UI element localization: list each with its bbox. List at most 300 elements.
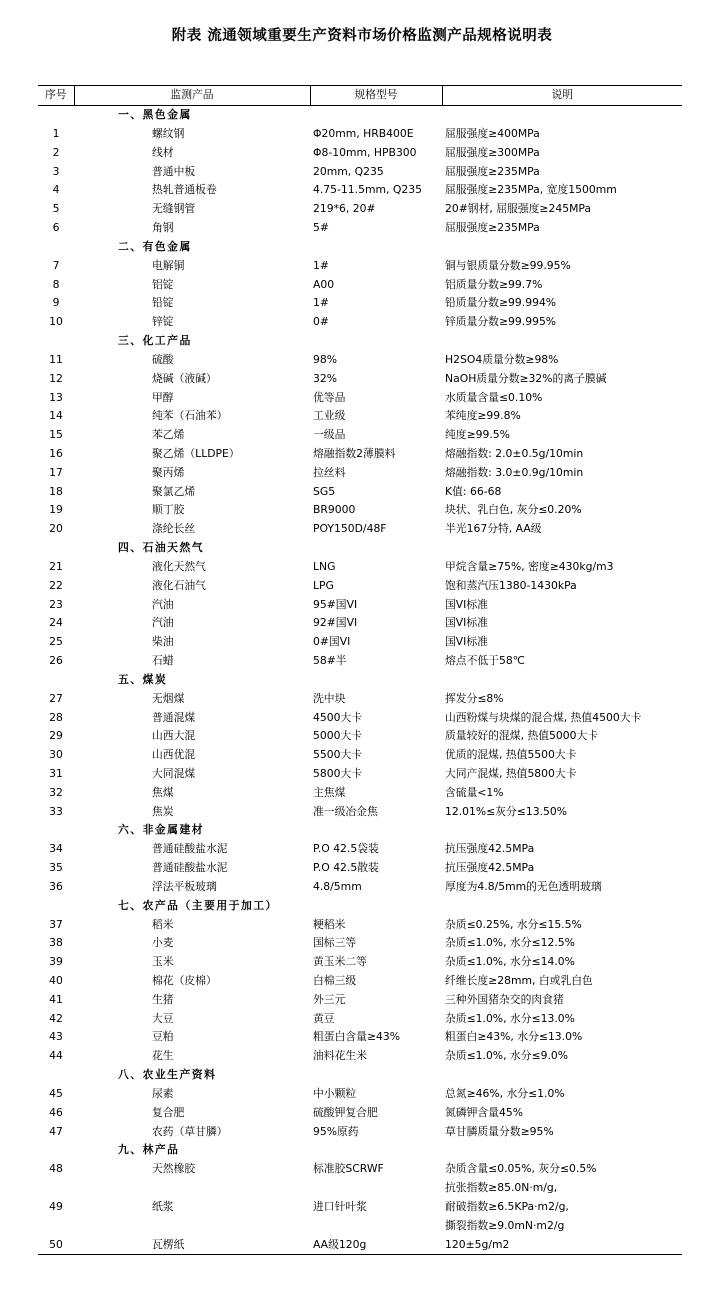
description: 屈服强度≥400MPa: [445, 127, 540, 140]
description: 粗蛋白≥43%, 水分≤13.0%: [445, 1030, 583, 1044]
description: 三种外国猪杂交的肉食猪: [445, 992, 564, 1006]
table-header: [38, 86, 682, 106]
spec-model: 黄豆: [313, 1011, 335, 1025]
description-cell: [442, 1236, 682, 1255]
spec-model: 0#: [313, 315, 329, 329]
product-name: 焦炭: [152, 804, 174, 818]
spec-model: 洗中块: [313, 691, 346, 705]
spec-model: SG5: [313, 484, 336, 498]
description-line-2: 撕裂指数≥9.0mN·m2/g: [445, 1218, 565, 1232]
product-name: 柴油: [152, 635, 174, 649]
description: 国VI标准: [445, 635, 488, 649]
description-cell: [442, 1160, 682, 1198]
product-name: 汽油: [152, 616, 174, 630]
description: 块状、乳白色, 灰分≤0.20%: [445, 503, 582, 517]
description: 杂质≤1.0%, 水分≤13.0%: [445, 1011, 575, 1025]
row-number: 6: [52, 220, 60, 234]
spec-model: 油料花生米: [313, 1049, 367, 1063]
category-name: 一、黑色金属: [118, 108, 192, 121]
table-row: [38, 690, 682, 709]
table-row: [38, 313, 682, 332]
description: 山西粉煤与块煤的混合煤, 热值4500大卡: [445, 710, 642, 724]
description-cell: [442, 257, 682, 276]
description-line-2: 抗张指数≥85.0N·m/g,: [445, 1181, 558, 1195]
table-row: [38, 200, 682, 219]
spec-model: P.O 42.5袋装: [313, 842, 379, 856]
category-row: [38, 897, 682, 916]
product-name: 生猪: [152, 992, 174, 1006]
spec-model: 白棉三级: [313, 974, 357, 988]
description-cell: [442, 163, 682, 182]
table-row: [38, 746, 682, 765]
description-cell: [442, 1123, 682, 1142]
row-number: 15: [49, 428, 63, 442]
row-number: 17: [49, 465, 63, 479]
row-number: 14: [49, 409, 63, 423]
row-number: 32: [49, 785, 63, 799]
description-cell: [442, 200, 682, 219]
table-row: [38, 953, 682, 972]
table-row: [38, 1160, 682, 1198]
description-cell: [442, 690, 682, 709]
row-number: 49: [49, 1200, 63, 1214]
product-name: 铝锭: [152, 277, 174, 291]
table-row: [38, 163, 682, 182]
description: 纯度≥99.5%: [445, 428, 510, 442]
spec-model: 熔融指数2薄膜料: [313, 446, 396, 460]
description: 杂质≤1.0%, 水分≤12.5%: [445, 936, 575, 950]
row-number: 38: [49, 936, 63, 950]
table-row: [38, 257, 682, 276]
description-cell: [442, 407, 682, 426]
product-name: 棉花（皮棉）: [152, 974, 217, 988]
product-name: 聚乙烯（LLDPE）: [152, 446, 240, 460]
description: 锌质量分数≥99.995%: [445, 315, 557, 329]
product-name: 山西优混: [152, 748, 196, 762]
category-name: 五、煤炭: [118, 672, 168, 686]
row-number: 24: [49, 616, 63, 630]
description: 屈服强度≥235MPa: [445, 220, 540, 234]
row-number: 27: [49, 691, 63, 705]
row-number: 4: [52, 183, 60, 197]
row-number: 46: [49, 1105, 63, 1119]
product-name: 大同混煤: [152, 766, 196, 780]
table-row: [38, 1028, 682, 1047]
spec-model: 准一级冶金焦: [313, 804, 378, 818]
category-row: [38, 106, 682, 126]
category-name: 九、林产品: [118, 1143, 180, 1157]
description: 苯纯度≥99.8%: [445, 409, 521, 423]
spec-model: 5800大卡: [313, 766, 363, 780]
description-cell: [442, 596, 682, 615]
description-cell: [442, 614, 682, 633]
row-number: 45: [49, 1087, 63, 1101]
description-cell: [442, 1047, 682, 1066]
description: 屈服强度≥300MPa: [445, 145, 540, 159]
spec-model: 主焦煤: [313, 785, 346, 799]
description-cell: [442, 558, 682, 577]
description: 铅质量分数≥99.994%: [445, 296, 557, 310]
table-row: [38, 916, 682, 935]
description-cell: [442, 181, 682, 200]
product-name: 线材: [152, 145, 174, 159]
row-number: 12: [49, 371, 63, 385]
spec-model: LPG: [313, 578, 334, 592]
product-name: 电解铜: [152, 258, 185, 272]
spec-model: 硫酸钾复合肥: [313, 1105, 378, 1119]
spec-model: Φ8-10mm, HPB300: [313, 145, 417, 159]
description: 抗压强度42.5MPa: [445, 842, 535, 856]
spec-model: 5500大卡: [313, 748, 363, 762]
description-cell: [442, 916, 682, 935]
description: 杂质≤1.0%, 水分≤9.0%: [445, 1049, 569, 1063]
row-number: 36: [49, 879, 63, 893]
description: 熔融指数: 3.0±0.9g/10min: [445, 465, 584, 479]
row-number: 9: [52, 296, 60, 310]
description: 氮磷钾含量45%: [445, 1105, 523, 1119]
product-name: 纯苯（石油苯）: [152, 409, 228, 423]
table-row: [38, 614, 682, 633]
product-name: 液化石油气: [152, 578, 206, 592]
product-name: 稻米: [152, 917, 174, 931]
row-number: 37: [49, 917, 63, 931]
row-number: 3: [52, 164, 60, 178]
spec-model: 国标三等: [313, 936, 357, 950]
table-row: [38, 445, 682, 464]
description-cell: [442, 577, 682, 596]
spec-model: 4500大卡: [313, 710, 363, 724]
category-no-cell: [38, 238, 74, 257]
description-cell: [442, 426, 682, 445]
header-desc: 说明: [442, 86, 682, 106]
table-row: [38, 276, 682, 295]
description-cell: [442, 520, 682, 539]
table-row: [38, 125, 682, 144]
row-number: 21: [49, 559, 63, 573]
description: 杂质≤1.0%, 水分≤14.0%: [445, 955, 575, 969]
table-row: [38, 426, 682, 445]
description: 熔融指数: 2.0±0.5g/10min: [445, 446, 584, 460]
table-row: [38, 1010, 682, 1029]
description-cell: [442, 633, 682, 652]
row-number: 29: [49, 729, 63, 743]
product-name: 普通混煤: [152, 710, 196, 724]
row-number: 42: [49, 1011, 63, 1025]
row-number: 8: [52, 277, 60, 291]
row-number: 16: [49, 446, 63, 460]
description-cell: [442, 276, 682, 295]
category-name: 四、石油天然气: [118, 540, 205, 554]
table-row: [38, 483, 682, 502]
product-name: 顺丁胶: [152, 503, 185, 517]
row-number: 33: [49, 804, 63, 818]
table-row: [38, 765, 682, 784]
description: 抗压强度42.5MPa: [445, 861, 535, 875]
spec-model: 58#半: [313, 653, 347, 667]
description: 12.01%≤灰分≤13.50%: [445, 804, 568, 818]
row-number: 35: [49, 861, 63, 875]
spec-model: 粳稻米: [313, 917, 346, 931]
spec-model: 0#国VI: [313, 635, 351, 649]
description-cell: [442, 1028, 682, 1047]
spec-model: 粗蛋白含量≥43%: [313, 1030, 401, 1044]
row-number: 39: [49, 955, 63, 969]
category-no-cell: [38, 106, 74, 126]
product-name: 锌锭: [152, 315, 174, 329]
spec-model: 黄玉米二等: [313, 955, 367, 969]
header-product: 监测产品: [74, 86, 310, 106]
product-name: 汽油: [152, 597, 174, 611]
table-body: [38, 106, 682, 1255]
category-name-text: 七、农产品（主要用于加工）: [118, 898, 278, 912]
spec-model: LNG: [313, 559, 336, 573]
product-name: 小麦: [152, 936, 174, 950]
description-cell: [442, 464, 682, 483]
table-row: [38, 840, 682, 859]
category-row: [38, 539, 682, 558]
table-row: [38, 972, 682, 991]
product-name: 玉米: [152, 955, 174, 969]
row-number: 18: [49, 484, 63, 498]
spec-model: 5#: [313, 220, 329, 234]
table-row: [38, 577, 682, 596]
table-row: [38, 1104, 682, 1123]
description: 屈服强度≥235MPa: [445, 164, 540, 178]
product-name: 普通中板: [152, 164, 196, 178]
description: 优质的混煤, 热值5500大卡: [445, 748, 577, 762]
table-row: [38, 407, 682, 426]
table-row: [38, 1198, 682, 1236]
product-name: 尿素: [152, 1087, 174, 1101]
table-row: [38, 878, 682, 897]
spec-model: 219*6, 20#: [313, 202, 376, 216]
spec-model: 95%原药: [313, 1124, 359, 1138]
category-no-cell: [38, 897, 74, 916]
description: 含硫量<1%: [445, 785, 504, 799]
category-row: [38, 1066, 682, 1085]
table-row: [38, 558, 682, 577]
description: K值: 66-68: [445, 484, 502, 498]
spec-model: 拉丝料: [313, 465, 346, 479]
description-cell: [442, 709, 682, 728]
category-no-cell: [38, 332, 74, 351]
row-number: 1: [52, 127, 60, 140]
spec-model: 中小颗粒: [313, 1087, 357, 1101]
category-name: 八、农业生产资料: [118, 1068, 217, 1082]
table-row: [38, 1085, 682, 1104]
category-name: 三、化工产品: [118, 333, 192, 347]
spec-table: [38, 85, 682, 1255]
table-row: [38, 1123, 682, 1142]
description: 甲烷含量≥75%, 密度≥430kg/m3: [445, 559, 614, 573]
spec-model: 4.75-11.5mm, Q235: [313, 183, 422, 197]
description-cell: [442, 219, 682, 238]
description-cell: [442, 972, 682, 991]
description-cell: [442, 483, 682, 502]
product-name: 普通硅酸盐水泥: [152, 861, 228, 875]
table-row: [38, 991, 682, 1010]
spec-model: POY150D/48F: [313, 522, 387, 536]
row-number: 31: [49, 766, 63, 780]
product-name: 无烟煤: [152, 691, 185, 705]
product-name: 硫酸: [152, 352, 174, 366]
description: 屈服强度≥235MPa, 宽度1500mm: [445, 183, 617, 197]
spec-model: BR9000: [313, 503, 356, 517]
description: 铝质量分数≥99.7%: [445, 277, 543, 291]
spec-model: 进口针叶浆: [313, 1200, 367, 1214]
row-number: 28: [49, 710, 63, 724]
description-cell: [442, 370, 682, 389]
table-row: [38, 1047, 682, 1066]
description-cell: [442, 746, 682, 765]
product-name: 铅锭: [152, 296, 174, 310]
spec-model: 工业级: [313, 409, 346, 423]
spec-model: Φ20mm, HRB400E: [313, 127, 414, 140]
description-cell: [442, 501, 682, 520]
description: 熔点不低于58℃: [445, 653, 525, 667]
description: 120±5g/m2: [445, 1237, 510, 1251]
table-row: [38, 144, 682, 163]
description-cell: [442, 991, 682, 1010]
table-row: [38, 1236, 682, 1255]
spec-model: 标准胶SCRWF: [313, 1162, 384, 1176]
category-name: 六、非金属建材: [118, 823, 205, 837]
product-name: 聚氯乙烯: [152, 484, 196, 498]
description-cell: [442, 144, 682, 163]
description: 水质量含量≤0.10%: [445, 390, 543, 404]
spec-model: A00: [313, 277, 335, 291]
table-row: [38, 389, 682, 408]
description-cell: [442, 389, 682, 408]
table-row: [38, 181, 682, 200]
category-no-cell: [38, 821, 74, 840]
product-name: 花生: [152, 1049, 174, 1063]
table-row: [38, 859, 682, 878]
description: H2SO4质量分数≥98%: [445, 352, 559, 366]
table-row: [38, 934, 682, 953]
description-cell: [442, 803, 682, 822]
product-name: 涤纶长丝: [152, 522, 196, 536]
description-cell: [442, 859, 682, 878]
table-row: [38, 464, 682, 483]
row-number: 5: [52, 202, 60, 216]
row-number: 50: [49, 1237, 63, 1251]
product-name: 石蜡: [152, 653, 174, 667]
row-number: 10: [49, 315, 63, 329]
product-name: 纸浆: [152, 1200, 174, 1214]
table-row: [38, 520, 682, 539]
description-cell: [442, 765, 682, 784]
table-row: [38, 501, 682, 520]
category-row: [38, 1141, 682, 1160]
description-cell: [442, 652, 682, 671]
product-name: 苯乙烯: [152, 428, 185, 442]
product-name: 焦煤: [152, 785, 174, 799]
category-row: [38, 238, 682, 257]
description-cell: [442, 1198, 682, 1236]
category-row: [38, 821, 682, 840]
category-row: [38, 332, 682, 351]
row-number: 40: [49, 974, 63, 988]
product-name: 天然橡胶: [152, 1162, 196, 1176]
description-cell: [442, 727, 682, 746]
spec-model: 92#国VI: [313, 616, 358, 630]
table-row: [38, 803, 682, 822]
description: 质量较好的混煤, 热值5000大卡: [445, 729, 599, 743]
description-cell: [442, 878, 682, 897]
table-row: [38, 219, 682, 238]
product-name: 热轧普通板卷: [152, 183, 217, 197]
table-row: [38, 727, 682, 746]
table-row: [38, 633, 682, 652]
description: 挥发分≤8%: [445, 691, 504, 705]
product-name: 聚丙烯: [152, 465, 185, 479]
product-name: 甲醇: [152, 390, 174, 404]
description: 大同产混煤, 热值5800大卡: [445, 766, 577, 780]
category-no-cell: [38, 1066, 74, 1085]
product-name: 豆粕: [152, 1030, 174, 1044]
category-name: [74, 897, 682, 916]
description-cell: [442, 1085, 682, 1104]
description-cell: [442, 934, 682, 953]
product-name: 浮法平板玻璃: [152, 879, 217, 893]
header-no: 序号: [44, 88, 67, 102]
product-name: 复合肥: [152, 1105, 185, 1119]
spec-model: 一级品: [313, 428, 346, 442]
table-row: [38, 652, 682, 671]
description: 耐破指数≥6.5KPa·m2/g,: [445, 1200, 569, 1214]
row-number: 43: [49, 1030, 63, 1044]
description: 铜与银质量分数≥99.95%: [445, 258, 571, 272]
description-cell: [442, 840, 682, 859]
description: NaOH质量分数≥32%的离子膜碱: [445, 371, 607, 385]
row-number: 34: [49, 842, 63, 856]
spec-model: 4.8/5mm: [313, 879, 362, 893]
description-cell: [442, 953, 682, 972]
product-name: 农药（草甘膦）: [152, 1124, 228, 1138]
description-cell: [442, 445, 682, 464]
page-title: 附表 流通领域重要生产资料市场价格监测产品规格说明表: [171, 27, 553, 44]
product-name: 无缝钢管: [152, 202, 196, 216]
row-number: 41: [49, 992, 63, 1006]
description: 纤维长度≥28mm, 白或乳白色: [445, 974, 593, 988]
description-cell: [442, 313, 682, 332]
product-name: 大豆: [152, 1011, 174, 1025]
description: 国VI标准: [445, 616, 488, 630]
table-row: [38, 596, 682, 615]
category-no-cell: [38, 1141, 74, 1160]
row-number: 23: [49, 597, 63, 611]
row-number: 26: [49, 653, 63, 667]
spec-model: P.O 42.5散装: [313, 861, 379, 875]
header-spec: 规格型号: [310, 86, 442, 106]
description-cell: [442, 1104, 682, 1123]
product-name: 普通硅酸盐水泥: [152, 842, 228, 856]
row-number: 19: [49, 503, 63, 517]
spec-model: 优等品: [313, 390, 346, 404]
row-number: 2: [52, 145, 60, 159]
description-cell: [442, 294, 682, 313]
spec-model: 外三元: [313, 992, 346, 1006]
table-row: [38, 351, 682, 370]
description: 杂质≤0.25%, 水分≤15.5%: [445, 917, 582, 931]
category-no-cell: [38, 671, 74, 690]
table-row: [38, 709, 682, 728]
description: 厚度为4.8/5mm的无色透明玻璃: [445, 879, 602, 893]
product-name: 瓦楞纸: [152, 1237, 185, 1251]
description: 总氮≥46%, 水分≤1.0%: [445, 1087, 565, 1101]
row-number: 47: [49, 1124, 63, 1138]
